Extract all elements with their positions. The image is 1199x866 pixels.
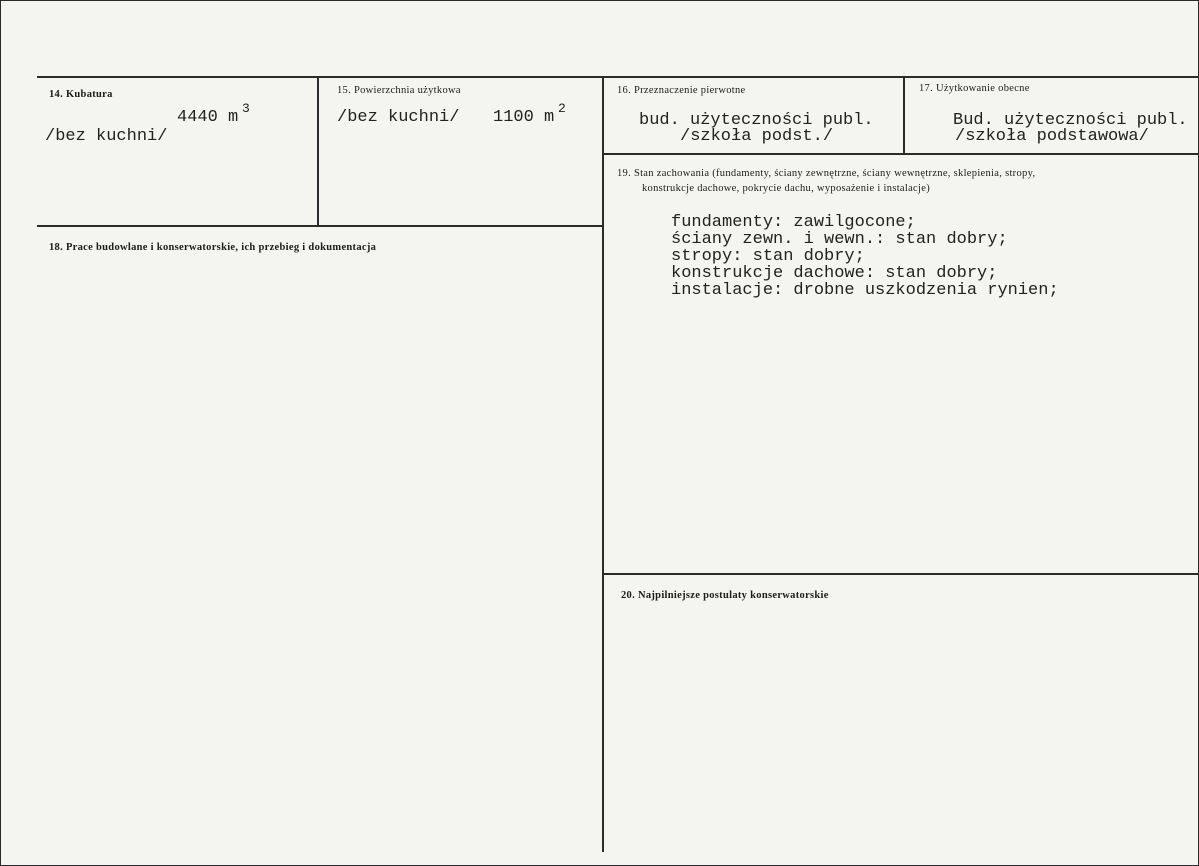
field-14-exponent: 3 xyxy=(242,101,250,116)
field-19-entry: instalacje: drobne uszkodzenia rynien; xyxy=(671,281,1059,300)
field-19-entry: konstrukcje dachowe: stan dobry; xyxy=(671,264,998,283)
field-19-label-line1: 19. Stan zachowania (fundamenty, ściany zewnętrzne, ściany wewnętrzne, sklepienia, stropy, xyxy=(617,168,1036,179)
field-19-label-line2: konstrukcje dachowe, pokrycie dachu, wyposażenie i instalacje) xyxy=(642,183,930,194)
field-19-entry: ściany zewn. i wewn.: stan dobry; xyxy=(671,230,1008,249)
rule-row1-left xyxy=(37,225,603,227)
rule-col-17 xyxy=(903,76,905,154)
field-16-label: 16. Przeznaczenie pierwotne xyxy=(617,85,746,96)
field-17-label: 17. Użytkowanie obecne xyxy=(919,83,1030,94)
field-15-note: /bez kuchni/ xyxy=(337,108,460,127)
field-16-line1: bud. użyteczności publ. xyxy=(639,111,874,130)
field-14-note: /bez kuchni/ xyxy=(45,127,168,146)
field-17-line2: /szkoła podstawowa/ xyxy=(955,127,1149,146)
field-18-label: 18. Prace budowlane i konserwatorskie, ich przebieg i dokumentacja xyxy=(49,242,377,253)
field-19-entries xyxy=(671,214,1059,299)
field-15-value: 1100 m xyxy=(493,108,555,127)
field-20-label: 20. Najpilniejsze postulaty konserwatorskie xyxy=(621,590,829,601)
field-19-entry: fundamenty: zawilgocone; xyxy=(671,213,916,232)
rule-row3-right xyxy=(603,573,1198,575)
field-14-value: 4440 m xyxy=(177,108,239,127)
field-14-label: 14. Kubatura xyxy=(49,89,113,100)
rule-top xyxy=(37,76,1198,78)
field-16-line2: /szkoła podst./ xyxy=(680,127,834,146)
field-19-entry: stropy: stan dobry; xyxy=(671,247,865,266)
field-15-label: 15. Powierzchnia użytkowa xyxy=(337,85,461,96)
field-15-exponent: 2 xyxy=(558,101,566,116)
field-17-line1: Bud. użyteczności publ. xyxy=(953,111,1188,130)
rule-col-16 xyxy=(602,76,604,852)
rule-row1-right xyxy=(603,153,1198,155)
rule-col-15 xyxy=(317,76,319,226)
